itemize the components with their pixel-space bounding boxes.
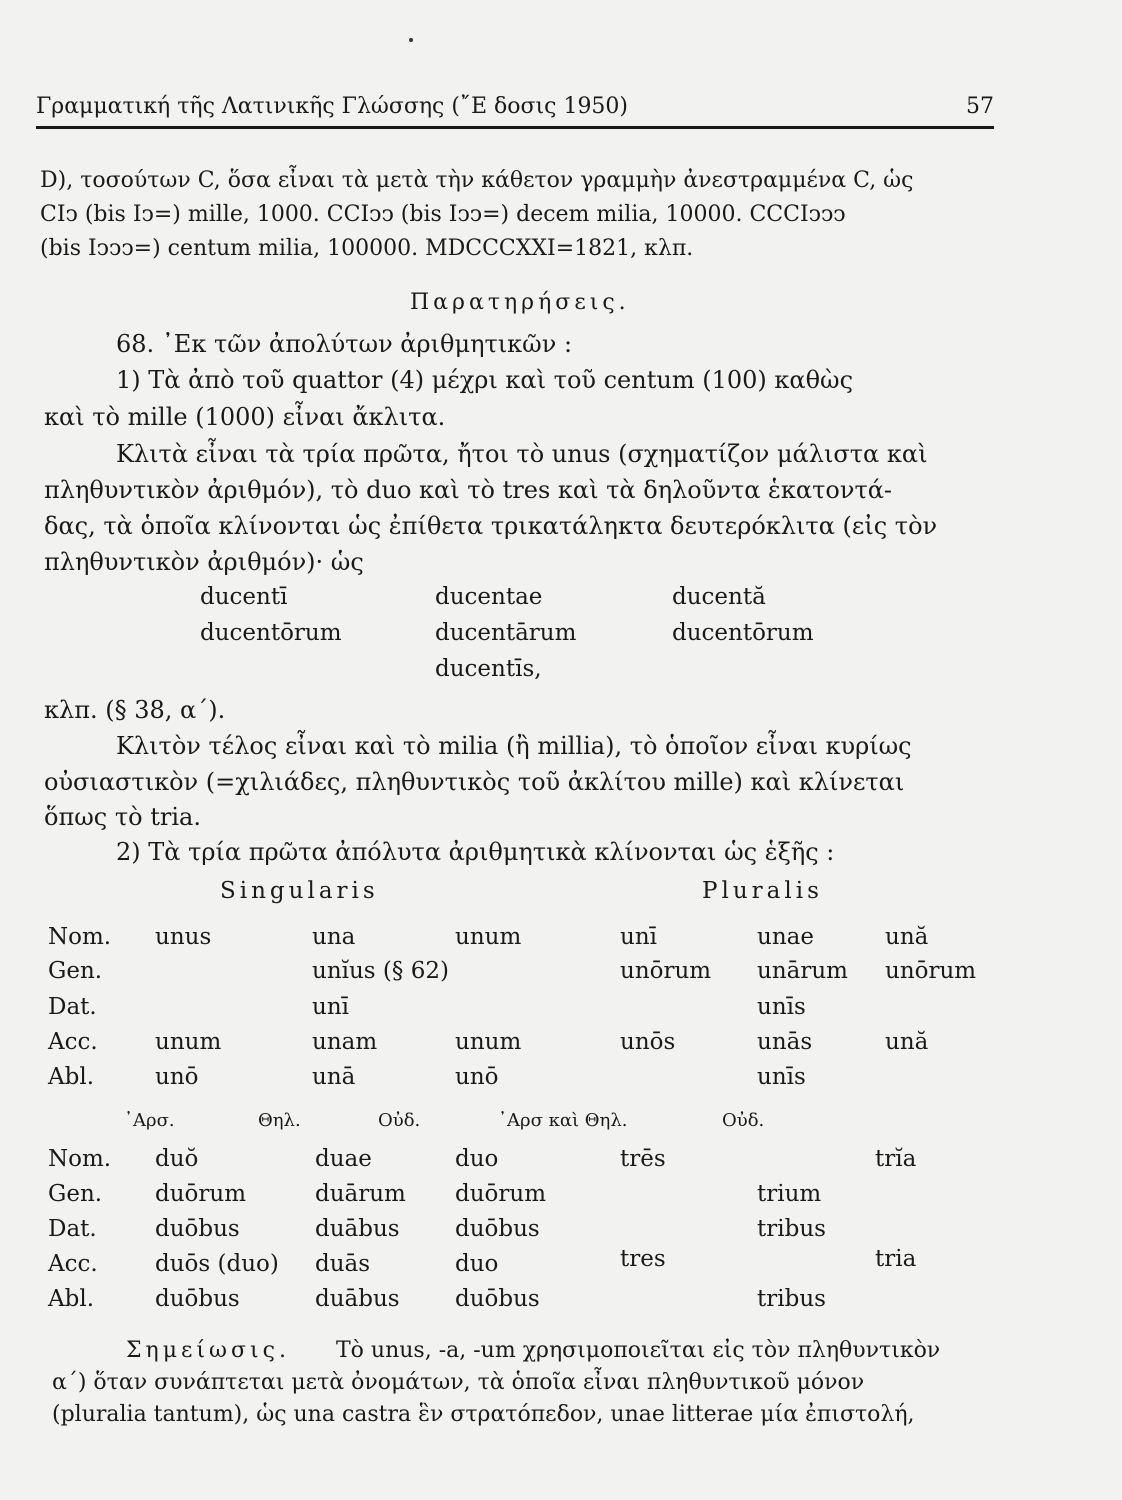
paragraph-line: κλπ. (§ 38, α΄). <box>44 696 226 724</box>
table-cell: duae <box>315 1146 372 1172</box>
table-cell: duōbus <box>455 1286 540 1312</box>
table-cell: unam <box>312 1029 378 1055</box>
table-cell: unō <box>455 1064 499 1090</box>
ducenti-cell: ducentă <box>672 584 766 610</box>
table-cell: unōs <box>620 1029 676 1055</box>
paragraph-line: Κλιτὰ εἶναι τὰ τρία πρῶτα, ἤτοι τὸ unus (σχηματίζον μάλιστα καὶ <box>116 440 928 468</box>
table-cell: unĭus (§ 62) <box>312 958 449 984</box>
gender-label: Οὐδ. <box>722 1110 765 1131</box>
paragraph-line: δας, τὰ ὁποῖα κλίνονται ὡς ἐπίθετα τρικατάληκτα δευτερόκλιτα (εἰς τὸν <box>44 512 938 540</box>
running-header <box>36 90 994 126</box>
table-cell: unārum <box>757 958 848 984</box>
gender-label: Οὐδ. <box>378 1110 421 1131</box>
table-cell: unīs <box>757 994 806 1020</box>
table-cell: unī <box>312 994 349 1020</box>
table-cell: unus <box>155 924 212 950</box>
case-label: Abl. <box>48 1064 94 1090</box>
singular-label: Singularis <box>220 878 379 904</box>
note-line: (pluralia tantum), ὡς una castra ἓν στρατόπεδον, unae litterae μία ἐπιστολή, <box>52 1402 915 1427</box>
ducenti-cell: ducentōrum <box>200 620 342 646</box>
table-cell: duōrum <box>155 1181 247 1207</box>
ducenti-cell: ducentī <box>200 584 288 610</box>
plural-label: Pluralis <box>702 878 823 904</box>
table-cell: tres <box>620 1246 666 1272</box>
table-cell: duābus <box>315 1216 400 1242</box>
paragraph-line: Κλιτὸν τέλος εἶναι καὶ τὸ milia (ἢ millia), τὸ ὁποῖον εἶναι κυρίως <box>116 732 912 760</box>
table-cell: unī <box>620 924 657 950</box>
case-label: Nom. <box>48 924 112 950</box>
table-cell: tribus <box>757 1216 826 1242</box>
ducenti-cell: ducentōrum <box>672 620 814 646</box>
table-cell: unās <box>757 1029 813 1055</box>
table-cell: unīs <box>757 1064 806 1090</box>
running-title: Γραμματική τῆς Λατινικῆς Γλώσσης (῎Ε δοσις 1950) <box>36 94 629 119</box>
table-cell: duŏ <box>155 1146 199 1172</box>
ducenti-cell: ducentīs, <box>435 656 542 682</box>
paragraph-line: ὅπως τὸ tria. <box>44 803 201 831</box>
table-cell: ună <box>885 1029 929 1055</box>
paragraph-line: 1) Τὰ ἀπὸ τοῦ quattor (4) μέχρι καὶ τοῦ centum (100) καθὼς <box>116 366 854 394</box>
case-label: Dat. <box>48 1216 97 1242</box>
table-cell: unōrum <box>885 958 977 984</box>
table-cell: unum <box>155 1029 222 1055</box>
gender-label: ᾿Αρσ. <box>124 1110 175 1131</box>
case-label: Gen. <box>48 958 103 984</box>
gender-label: Θηλ. <box>258 1110 301 1131</box>
table-cell: unum <box>455 1029 522 1055</box>
table-cell: duārum <box>315 1181 406 1207</box>
paragraph-line: 2) Τὰ τρία πρῶτα ἀπόλυτα ἀριθμητικὰ κλίνονται ὡς ἑξῆς : <box>116 838 835 866</box>
table-cell: duōbus <box>155 1286 240 1312</box>
paragraph-line: πληθυντικὸν ἀριθμόν)· ὡς <box>44 548 364 576</box>
paragraph-line: καὶ τὸ mille (1000) εἶναι ἄκλιτα. <box>44 403 446 431</box>
table-cell: duās <box>315 1251 371 1277</box>
table-cell: unā <box>312 1064 356 1090</box>
table-cell: duo <box>455 1251 499 1277</box>
ink-dot <box>409 38 413 42</box>
page-number: 57 <box>966 94 994 119</box>
table-cell: trēs <box>620 1146 666 1172</box>
table-cell: tribus <box>757 1286 826 1312</box>
table-cell: duo <box>455 1146 499 1172</box>
case-label: Acc. <box>48 1251 98 1277</box>
ducenti-cell: ducentārum <box>435 620 577 646</box>
paragraph-line: 68. ᾿Εκ τῶν ἀπολύτων ἀριθμητικῶν : <box>116 330 573 358</box>
table-cell: duōbus <box>455 1216 540 1242</box>
table-cell: trium <box>757 1181 822 1207</box>
text-line: (bis Iↄↄↄ=) centum milia, 100000. MDCCCXXI=1821, κλπ. <box>40 236 694 261</box>
ducenti-cell: ducentae <box>435 584 543 610</box>
text-line: CIↄ (bis Iↄ=) mille, 1000. CCIↄↄ (bis Iↄↄ=) decem milia, 10000. CCCIↄↄↄ <box>40 202 846 227</box>
case-label: Nom. <box>48 1146 112 1172</box>
table-cell: unō <box>155 1064 199 1090</box>
table-cell: ună <box>885 924 929 950</box>
case-label: Dat. <box>48 994 97 1020</box>
case-label: Acc. <box>48 1029 98 1055</box>
table-cell: trĭa <box>875 1146 917 1172</box>
paragraph-line: οὐσιαστικὸν (=χιλιάδες, πληθυντικὸς τοῦ ἀκλίτου mille) καὶ κλίνεται <box>44 768 905 796</box>
note-line: Τὸ unus, -a, -um χρησιμοποιεῖται εἰς τὸν πληθυντικὸν <box>336 1338 941 1363</box>
section-heading: Παρατηρήσεις. <box>410 290 630 315</box>
table-cell: unōrum <box>620 958 712 984</box>
table-cell: tria <box>875 1246 917 1272</box>
note-line: α΄) ὅταν συνάπτεται μετὰ ὀνομάτων, τὰ ὁποῖα εἶναι πληθυντικοῦ μόνον <box>52 1370 865 1395</box>
note-label: Σημείωσις. <box>126 1338 290 1363</box>
table-cell: unum <box>455 924 522 950</box>
text-line: D), τοσούτων C, ὅσα εἶναι τὰ μετὰ τὴν κάθετον γραμμὴν ἀνεστραμμένα C, ὡς <box>40 168 914 193</box>
case-label: Abl. <box>48 1286 94 1312</box>
table-cell: duōbus <box>155 1216 240 1242</box>
table-cell: una <box>312 924 356 950</box>
table-cell: duābus <box>315 1286 400 1312</box>
gender-label: ᾿Αρσ καὶ Θηλ. <box>498 1110 628 1131</box>
header-rule <box>36 126 994 129</box>
table-cell: duōs (duo) <box>155 1251 279 1277</box>
paragraph-line: πληθυντικὸν ἀριθμόν), τὸ duo καὶ τὸ tres καὶ τὰ δηλοῦντα ἑκατοντά- <box>44 476 893 504</box>
table-cell: duōrum <box>455 1181 547 1207</box>
case-label: Gen. <box>48 1181 103 1207</box>
table-cell: unae <box>757 924 814 950</box>
